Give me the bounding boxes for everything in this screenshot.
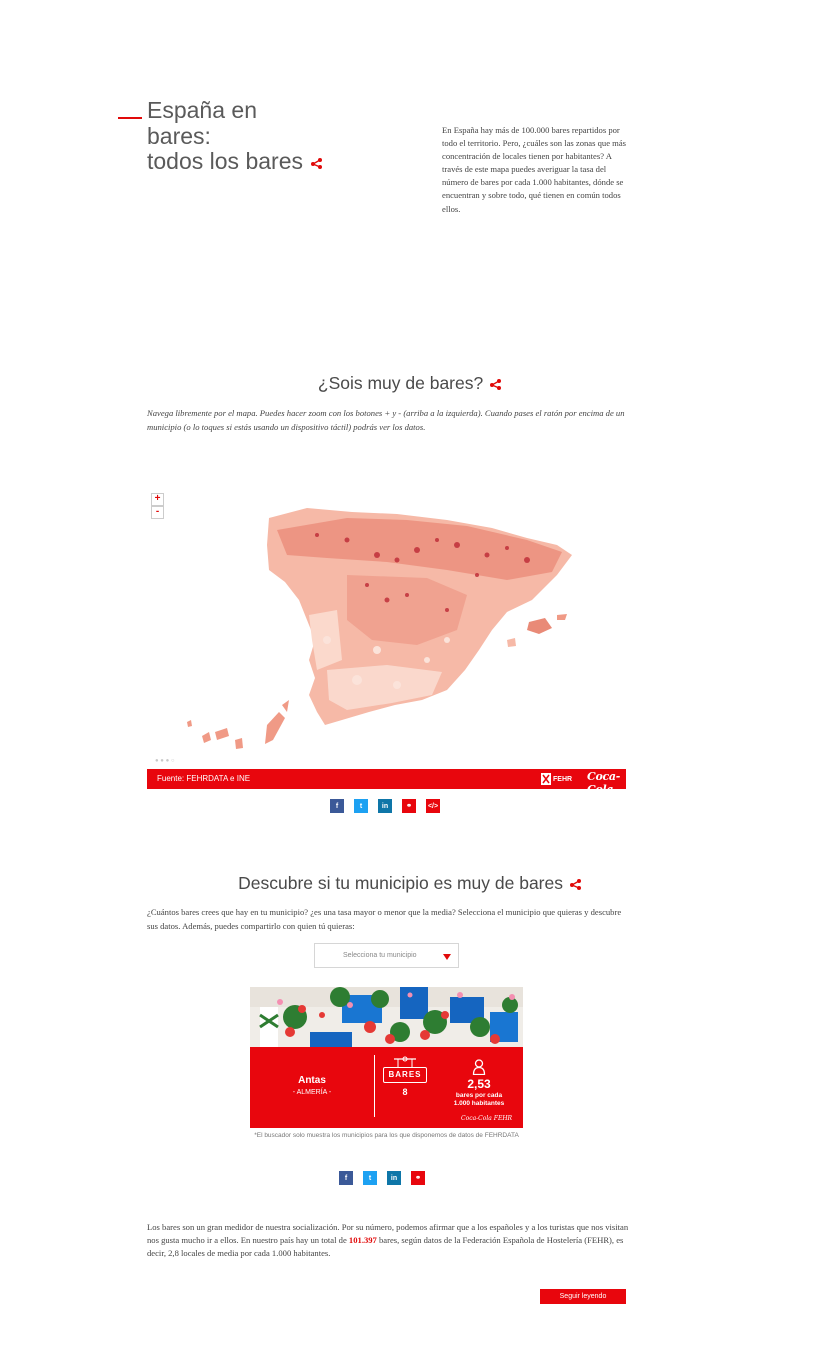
map-section-title-text: ¿Sois muy de bares?	[317, 373, 484, 393]
municipio-description: ¿Cuántos bares crees que hay en tu municipio? ¿es una tasa mayor o menor que la media? Selecciona el municipio que quieras y descubre sus datos. Además, puedes compartirlo con quien tú quieras:	[147, 907, 622, 931]
map-region-balearic-menorca	[557, 614, 567, 620]
map-region-south	[327, 665, 442, 710]
card-stats-panel	[250, 1047, 523, 1128]
linkedin-share-icon[interactable]: in	[387, 1171, 401, 1185]
municipio-name: Antas	[298, 1075, 326, 1086]
embed-code-icon[interactable]: </>	[426, 799, 440, 813]
facebook-share-icon[interactable]: f	[330, 799, 344, 813]
title-accent-dash	[118, 117, 142, 119]
link-share-icon[interactable]: ⚭	[411, 1171, 425, 1185]
closing-paragraph	[147, 1221, 629, 1261]
map-source-label: Fuente: FEHRDATA e INE	[157, 774, 251, 783]
map-instructions: Navega libremente por el mapa. Puedes hacer zoom con los botones + y - (arriba a la izquierda). Cuando pases el ratón por encima de un municipio (o lo toques si estás usando un dispositivo táctil) podrás ver los datos.	[147, 408, 625, 432]
facebook-share-icon[interactable]: f	[339, 1171, 353, 1185]
map-source-bar	[147, 769, 626, 796]
map-share-row	[330, 799, 440, 813]
map-section-title	[0, 373, 820, 394]
card-divider	[374, 1055, 375, 1117]
twitter-share-icon[interactable]: t	[354, 799, 368, 813]
card-sponsor-logos: Coca-Cola FEHR	[461, 1115, 513, 1122]
municipio-section-title-text: Descubre si tu municipio es muy de bares	[238, 873, 563, 893]
card-photo-flowers	[250, 987, 523, 1047]
municipio-result-card	[250, 987, 523, 1128]
bares-rate-label	[445, 1092, 513, 1108]
coca-cola-logo: Coca-Cola	[587, 770, 620, 796]
share-icon[interactable]	[488, 378, 502, 390]
share-icon[interactable]	[309, 157, 323, 169]
page-title-line-3: todos los bares	[147, 148, 303, 174]
bares-rate-label-line-1: bares por cada	[455, 1092, 503, 1099]
page-title-line-1: España en	[147, 97, 257, 123]
chevron-down-icon	[443, 954, 451, 960]
bares-rate-label-line-2: 1.000 habitantes	[453, 1100, 505, 1107]
person-icon	[472, 1059, 486, 1075]
link-share-icon[interactable]: ⚭	[402, 799, 416, 813]
fehr-logo	[541, 772, 575, 786]
municipio-section-title	[0, 873, 820, 894]
bares-count: 8	[402, 1087, 408, 1097]
map-region-balearic-ibiza	[507, 638, 516, 647]
closing-text-1: Los bares son un gran medidor de nuestra socialización. Por su número, podemos afirmar que a los españoles y a los turistas que nos visitan nos gusta mucho ir a ellos. En nuestro país hay un total de	[147, 1222, 629, 1246]
zoom-out-button[interactable]: -	[151, 506, 164, 519]
municipio-select[interactable]	[314, 943, 459, 968]
municipio-select-placeholder: Selecciona tu municipio	[343, 952, 417, 959]
zoom-in-button[interactable]: +	[151, 493, 164, 506]
bar-sign-hanger-icon	[392, 1055, 418, 1067]
map-region-balearic-mallorca	[527, 618, 552, 634]
card-share-row	[339, 1171, 425, 1185]
map-region-canary-islands	[187, 700, 289, 749]
closing-text-2: bares, según datos de la Federación Española de Hostelería (FEHR), es decir, 2,8 locales de media por cada 1.000 habitantes.	[147, 1235, 624, 1259]
spain-bars-map[interactable]	[147, 500, 627, 765]
twitter-share-icon[interactable]: t	[363, 1171, 377, 1185]
linkedin-share-icon[interactable]: in	[378, 799, 392, 813]
intro-paragraph: En España hay más de 100.000 bares repartidos por todo el territorio. Pero, ¿cuáles son las zonas que más concentración de locales tienen por habitantes? A través de este mapa puedes averiguar la tasa del número de bares por cada 1.000 habitantes, dónde se encuentran y sobre todo, qué tienen en común todos ellos.	[442, 125, 626, 214]
page-title	[147, 98, 367, 175]
share-icon[interactable]	[568, 878, 582, 890]
map-attribution-mark: ● ● ● ○	[155, 758, 175, 764]
total-bares-highlight: 101.397	[348, 1235, 377, 1246]
municipio-province: - ALMERÍA -	[292, 1089, 332, 1096]
search-footnote: *El buscador solo muestra los municipios para los que disponemos de datos de FEHRDATA	[254, 1132, 519, 1139]
bares-rate-value: 2,53	[467, 1077, 491, 1091]
bares-sign-icon: BARES	[383, 1067, 427, 1083]
continue-reading-button[interactable]: Seguir leyendo	[540, 1289, 626, 1304]
fehr-logo-text: FEHR	[553, 776, 573, 783]
page-title-line-2: bares:	[147, 122, 211, 149]
